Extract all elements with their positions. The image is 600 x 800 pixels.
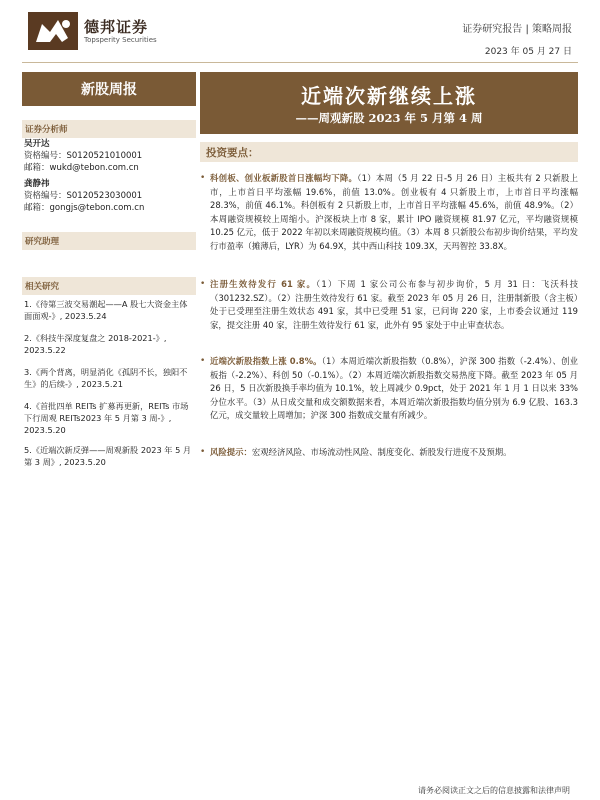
investment-heading: 投资要点：	[206, 147, 259, 159]
point-lead: 近端次新股指数上涨 0.8%。	[210, 356, 322, 366]
header-divider	[22, 62, 578, 63]
investment-point	[200, 172, 578, 253]
point-lead: 科创板、创业板新股首日涨幅均下降。	[210, 173, 358, 183]
point-text: 宏观经济风险、市场流动性风险、制度变化、新股发行进度不及预期。	[251, 447, 512, 457]
bullet-icon: •	[200, 447, 206, 457]
title-band	[200, 72, 578, 134]
related-item[interactable]: 5.《近端次新反弹——周观新股 2023 年 5 月第 3 周》, 2023.5.20	[24, 445, 192, 467]
report-subtitle: ——周观新股 2023 年 5 月第 4 周	[295, 111, 483, 125]
analyst-name: 吴开达	[24, 139, 50, 149]
analyst-name: 龚静祎	[24, 179, 50, 189]
analyst-email[interactable]: 邮箱：gongjs@tebon.com.cn	[24, 203, 145, 213]
point-lead: 注册生效待发行 61 家。	[210, 279, 317, 289]
report-type: 证券研究报告 | 策略周报	[462, 24, 572, 35]
company-name-cn: 德邦证券	[84, 18, 149, 36]
company-name-en: Topsperity Securities	[84, 36, 157, 44]
point-text: （1）本周（5 月 22 日-5 月 26 日）主板共有 2 只新股上市，上市首日平均涨幅 19.6%，前值 13.0%。创业板有 4 只新股上市，上市首日平均涨幅 28.3%，前值 46.1%。科创板有 2 只新股上市，上市首日平均涨幅 45.6%，前值 48.9%。（2）本周融资规模较上周缩小。沪深板块上市 8 家，累计 IPO 融资规模 81.97 亿元，平均融资规模 10.25 亿元，低于 2022 年初以来周融资规模均值。（3）本周 8 只新股公布初步询价结果，平均发行市盈率（摊薄后，LYR）为 64.9X，其中西山科技 109.3X，天玛智控 33.8X。	[210, 173, 578, 251]
related-heading: 相关研究	[22, 277, 196, 295]
investment-point	[200, 278, 578, 332]
bullet-icon: •	[200, 279, 206, 289]
investment-heading-bar	[200, 142, 578, 162]
report-category-tag: 新股周报	[22, 72, 196, 106]
point-text: （1）下周 1 家公司公布参与初步询价，5 月 31 日：飞沃科技（301232.SZ）。（2）注册生效待发行 61 家。截至 2023 年 05 月 26 日，注册制新股（含主板）处于已受理至注册生效状态 491 家，其中已受理 51 家，已问询 220 家，上市委会议通过 119 家，提交注册 40 家，注册生效待发行 61 家，此外有 95 家处于中止审查状态。	[210, 279, 578, 330]
company-logo	[28, 12, 78, 50]
analyst-cert: 资格编号：S0120523030001	[24, 191, 143, 201]
assistant-heading: 研究助理	[22, 232, 196, 250]
related-item[interactable]: 1.《待第三波交易潮起——A 股七大资金主体面面观-》, 2023.5.24	[24, 299, 188, 321]
bullet-icon: •	[200, 173, 206, 183]
report-title: 近端次新继续上涨	[301, 84, 477, 108]
related-item[interactable]: 2.《科技牛深度复盘之 2018-2021-》, 2023.5.22	[24, 333, 167, 355]
analyst-email[interactable]: 邮箱：wukd@tebon.com.cn	[24, 163, 139, 173]
point-text: （1）本周近端次新股指数（0.8%），沪深 300 指数（-2.4%）、创业板指（-2.2%）、科创 50（-0.1%）。（2）本周近端次新股指数交易热度下降。截至 2023 年 05 月 26 日，5 日次新股换手率均值为 10.1%，较上周减少 0.9pct，处于 2021 年 1 月 1 日以来 33%分位水平。（3）从日成交量和成交额数据来看，本周近端次新股指数均值分别为 6.9 亿股、163.3 亿元，成交量较上周增加；沪深 300 指数成交量有所减少。	[210, 356, 578, 420]
report-date: 2023 年 05 月 27 日	[484, 47, 572, 57]
analyst-1	[24, 138, 194, 174]
bullet-icon: •	[200, 356, 206, 366]
analyst-2	[24, 178, 194, 214]
point-lead: 风险提示：	[210, 447, 252, 457]
analyst-heading: 证券分析师	[22, 120, 196, 138]
related-item[interactable]: 3.《两个背离，明显消化《孤阴不长，独阳不生》的后续-》, 2023.5.21	[24, 367, 188, 389]
disclaimer-footer: 请务必阅读正文之后的信息披露和法律声明	[418, 786, 570, 795]
investment-point	[200, 355, 578, 423]
analyst-cert: 资格编号：S0120521010001	[24, 151, 143, 161]
related-item[interactable]: 4.《首批四单 REITs 扩募再更新，REITs 市场下行周观 REITs2023 年 5 月第 3 周-》, 2023.5.20	[24, 401, 189, 435]
investment-point	[200, 446, 578, 460]
